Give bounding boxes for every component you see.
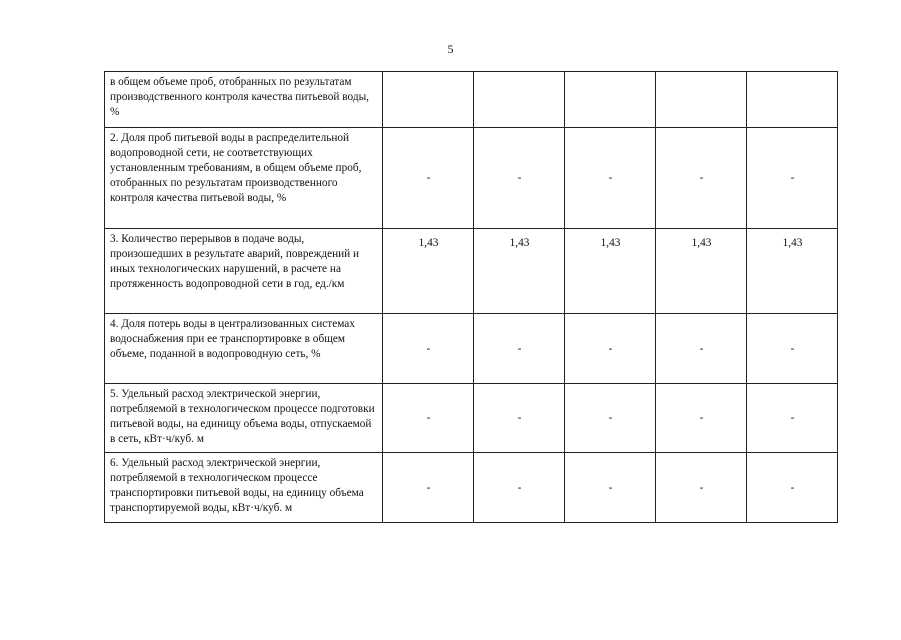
indicators-table	[104, 71, 838, 523]
indicator-value: -	[383, 314, 474, 384]
indicator-value: -	[383, 384, 474, 453]
indicator-value: -	[747, 314, 838, 384]
indicator-value	[474, 72, 565, 128]
indicator-value: -	[747, 453, 838, 523]
indicator-value: -	[656, 128, 747, 229]
indicator-value: 1,43	[383, 229, 474, 314]
table-row	[105, 229, 838, 314]
page-number: 5	[447, 42, 454, 56]
indicator-value: -	[474, 314, 565, 384]
indicator-value: -	[565, 384, 656, 453]
table-row	[105, 453, 838, 523]
indicator-value	[565, 72, 656, 128]
indicator-value	[656, 72, 747, 128]
indicator-value: -	[565, 128, 656, 229]
indicator-value: 1,43	[656, 229, 747, 314]
indicator-value: -	[474, 128, 565, 229]
table-row	[105, 72, 838, 128]
indicator-value: -	[383, 453, 474, 523]
indicator-value: -	[656, 314, 747, 384]
indicator-description: в общем объеме проб, отобранных по результатам производственного контроля качества питьевой воды, %	[105, 72, 383, 128]
indicator-description: 2. Доля проб питьевой воды в распределительной водопроводной сети, не соответствующих установленным требованиям, в общем объеме проб, отобранных по результатам производственного контроля качества питьевой воды, %	[105, 128, 383, 229]
indicator-value: -	[474, 453, 565, 523]
indicator-value: -	[747, 128, 838, 229]
indicator-description: 4. Доля потерь воды в централизованных системах водоснабжения при ее транспортировке в общем объеме, поданной в водопроводную сеть, %	[105, 314, 383, 384]
indicator-value: 1,43	[474, 229, 565, 314]
indicator-description: 6. Удельный расход электрической энергии, потребляемой в технологическом процессе транспортировки питьевой воды, на единицу объема транспортируемой воды, кВт·ч/куб. м	[105, 453, 383, 523]
indicator-description: 5. Удельный расход электрической энергии, потребляемой в технологическом процессе подготовки питьевой воды, на единицу объема воды, отпускаемой в сеть, кВт·ч/куб. м	[105, 384, 383, 453]
table-row	[105, 384, 838, 453]
indicator-value: -	[383, 128, 474, 229]
indicator-value: 1,43	[747, 229, 838, 314]
indicator-value: -	[747, 384, 838, 453]
indicator-value: -	[565, 453, 656, 523]
indicator-value: -	[656, 384, 747, 453]
indicator-value	[747, 72, 838, 128]
table-row	[105, 314, 838, 384]
indicator-value: -	[656, 453, 747, 523]
indicator-value: -	[474, 384, 565, 453]
indicator-value: -	[565, 314, 656, 384]
indicator-value: 1,43	[565, 229, 656, 314]
indicator-value	[383, 72, 474, 128]
indicator-description: 3. Количество перерывов в подаче воды, произошедших в результате аварий, повреждений и иных технологических нарушений, в расчете на протяженность водопроводной сети в год, ед./км	[105, 229, 383, 314]
table-row	[105, 128, 838, 229]
